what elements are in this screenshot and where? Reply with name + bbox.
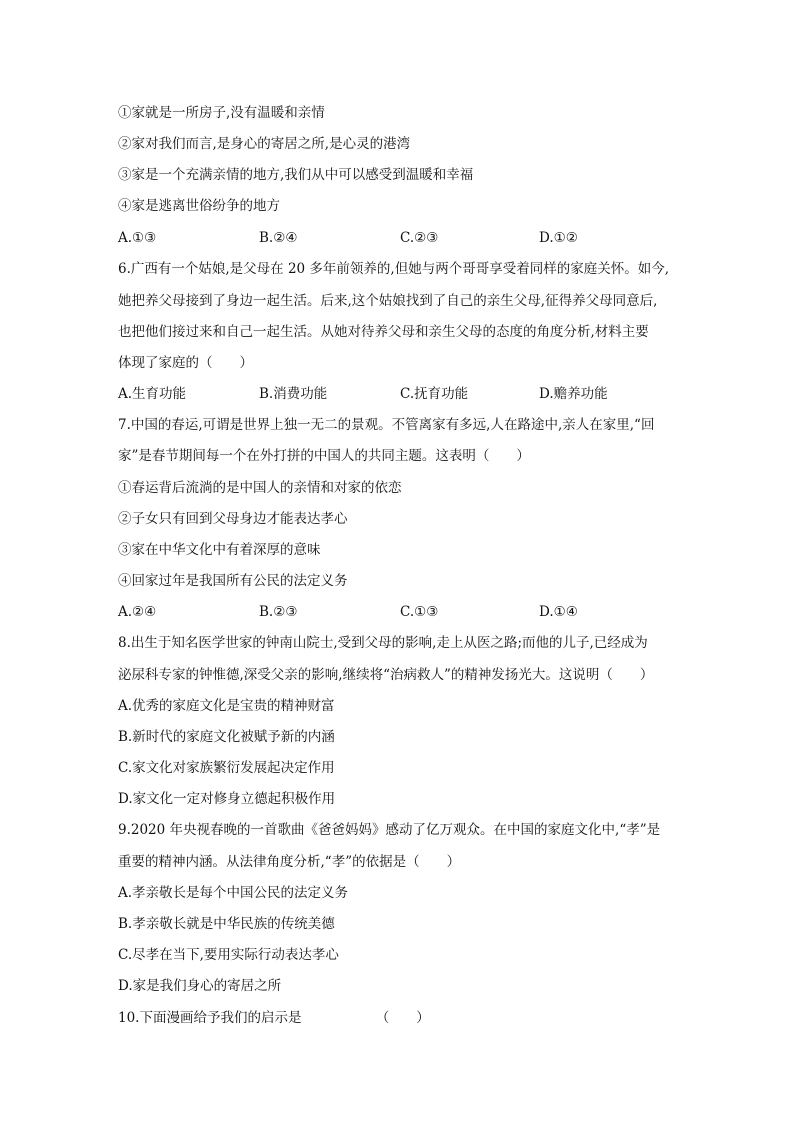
q5-statement-2: ②家对我们而言,是身心的寄居之所,是心灵的港湾 xyxy=(118,136,411,152)
q7-statement-2: ②子女只有回到父母身边才能表达孝心 xyxy=(118,511,348,527)
q6-option-d: D.赡养功能 xyxy=(539,386,608,402)
q6-option-c: C.抚育功能 xyxy=(400,386,469,402)
q7-option-b: B.②③ xyxy=(259,604,298,620)
q8-stem-line-1: 8.出生于知名医学世家的钟南山院士,受到父母的影响,走上从医之路;而他的儿子,已经成为 xyxy=(118,635,648,651)
q9-stem-line-2: 重要的精神内涵。从法律角度分析,“孝”的依据是（ ） xyxy=(118,854,461,870)
q7-options xyxy=(118,602,718,622)
q5-statement-4: ④家是逃离世俗纷争的地方 xyxy=(118,198,280,214)
q7-stem-line-1: 7.中国的春运,可谓是世界上独一无二的景观。不管离家有多远,人在路途中,亲人在家里,“回 xyxy=(118,417,655,433)
q7-statement-1: ①春运背后流淌的是中国人的亲情和对家的依恋 xyxy=(118,480,402,496)
q7-option-a: A.②④ xyxy=(118,604,157,620)
q5-statement-1: ①家就是一所房子,没有温暖和亲情 xyxy=(118,105,325,121)
q9-option-b: B.孝亲敬长就是中华民族的传统美德 xyxy=(118,916,335,932)
q5-option-a: A.①③ xyxy=(118,230,157,246)
q6-options xyxy=(118,384,718,404)
q8-option-b: B.新时代的家庭文化被赋予新的内涵 xyxy=(118,729,335,745)
q6-stem-line-4: 体现了家庭的（ ） xyxy=(118,355,253,371)
q8-option-a: A.优秀的家庭文化是宝贵的精神财富 xyxy=(118,698,335,714)
q7-statement-3: ③家在中华文化中有着深厚的意味 xyxy=(118,542,321,558)
q6-stem-line-1: 6.广西有一个姑娘,是父母在 20 多年前领养的,但她与两个哥哥享受着同样的家庭关怀。如今, xyxy=(118,261,670,277)
q7-option-c: C.①③ xyxy=(400,604,439,620)
q10-stem: 10.下面漫画给予我们的启示是 （ ） xyxy=(118,1010,430,1026)
q5-statement-3: ③家是一个充满亲情的地方,我们从中可以感受到温暖和幸福 xyxy=(118,167,474,183)
q6-stem-line-2: 她把养父母接到了身边一起生活。后来,这个姑娘找到了自己的亲生父母,征得养父母同意后, xyxy=(118,293,658,309)
q6-option-b: B.消费功能 xyxy=(259,386,328,402)
q9-stem-line-1: 9.2020 年央视春晚的一首歌曲《爸爸妈妈》感动了亿万观众。在中国的家庭文化中,“孝”是 xyxy=(118,822,661,838)
q9-option-c: C.尽孝在当下,要用实际行动表达孝心 xyxy=(118,947,339,963)
q8-option-c: C.家文化对家族繁衍发展起决定作用 xyxy=(118,760,335,776)
q8-option-d: D.家文化一定对修身立德起积极作用 xyxy=(118,791,336,807)
q7-statement-4: ④回家过年是我国所有公民的法定义务 xyxy=(118,573,348,589)
q9-option-d: D.家是我们身心的寄居之所 xyxy=(118,978,282,994)
q6-stem-line-3: 也把他们接过来和自己一起生活。从她对待养父母和亲生父母的态度的角度分析,材料主要 xyxy=(118,324,649,340)
q7-stem-line-2: 家”是春节期间每一个在外打拼的中国人的共同主题。这表明（ ） xyxy=(118,448,530,464)
q5-options xyxy=(118,228,718,248)
q7-option-d: D.①④ xyxy=(539,604,578,620)
q9-option-a: A.孝亲敬长是每个中国公民的法定义务 xyxy=(118,885,349,901)
q8-stem-line-2: 泌尿科专家的钟惟德,深受父亲的影响,继续将“治病救人”的精神发扬光大。这说明（ ） xyxy=(118,667,654,683)
q5-option-b: B.②④ xyxy=(259,230,298,246)
q5-option-c: C.②③ xyxy=(400,230,439,246)
q6-option-a: A.生育功能 xyxy=(118,386,187,402)
q5-option-d: D.①② xyxy=(539,230,578,246)
